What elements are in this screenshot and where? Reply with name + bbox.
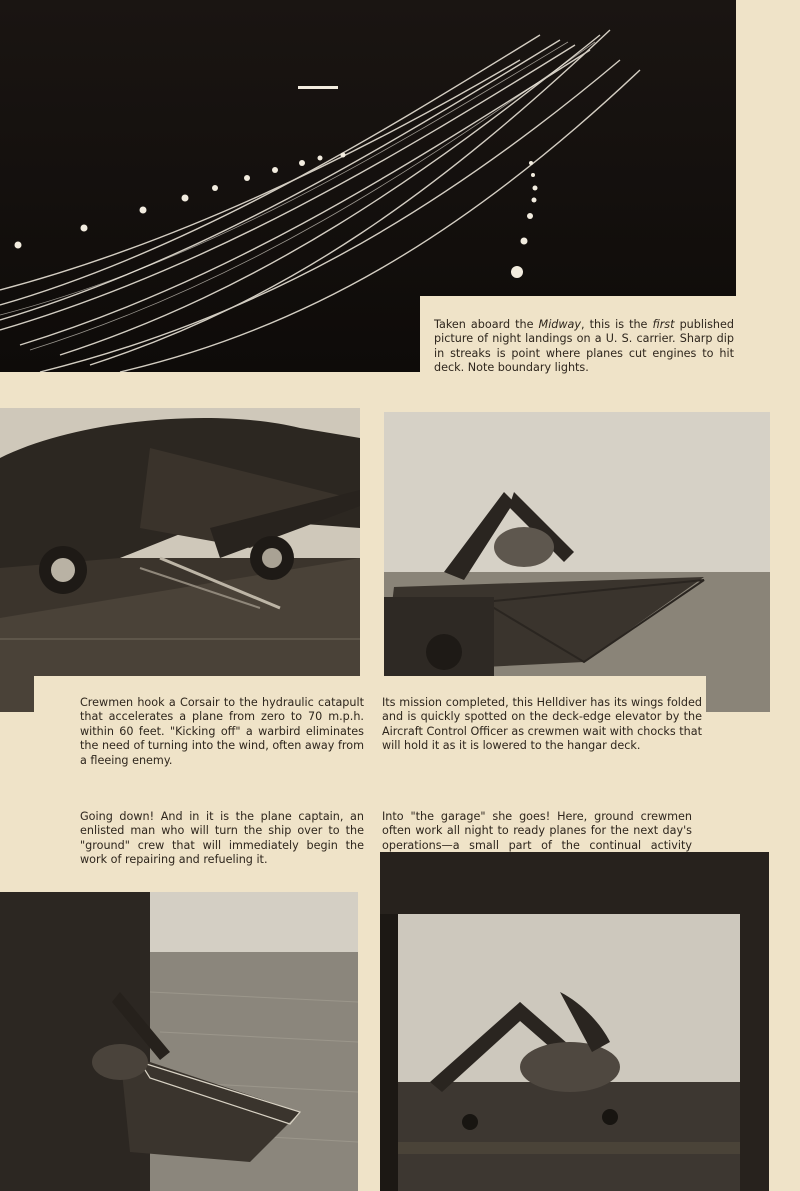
elevator-down-photo [0, 892, 358, 1191]
hangar-photo [380, 852, 769, 1191]
helldiver-elevator-photo [384, 412, 770, 712]
night-landings-caption: Taken aboard the Midway, this is the first published picture of night landings on a U. S. carrier. Sharp dip in streaks is point where planes cut engines to hit deck. Note boundary lights. [420, 296, 736, 376]
garage-caption: Into "the garage" she goes! Here, ground crewmen often work all night to ready planes for the next day's operations—a small part of the continual activity [370, 790, 696, 890]
helldiver-caption: Its mission completed, this Helldiver has its wings folded and is quickly spotted on the deck-edge elevator by the Aircraft Control Officer as crewmen wait with chocks that will hold it as it is lowered to the hangar deck. [370, 676, 706, 776]
ship-name: Midway [538, 318, 582, 331]
emphasis-first: first [652, 318, 675, 331]
corsair-catapult-photo [0, 408, 360, 712]
corsair-caption: Crewmen hook a Corsair to the hydraulic catapult that accelerates a plane from zero to 70 m.p.h. within 60 feet. "Kicking off" a warbird eliminates the need of turning into the wind, often away from a fleeing enemy. [34, 676, 370, 776]
going-down-caption: Going down! And in it is the plane captain, an enlisted man who will turn the ship over to the "ground" crew that will immediately begin the work of repairing and refueling it. [34, 790, 370, 890]
